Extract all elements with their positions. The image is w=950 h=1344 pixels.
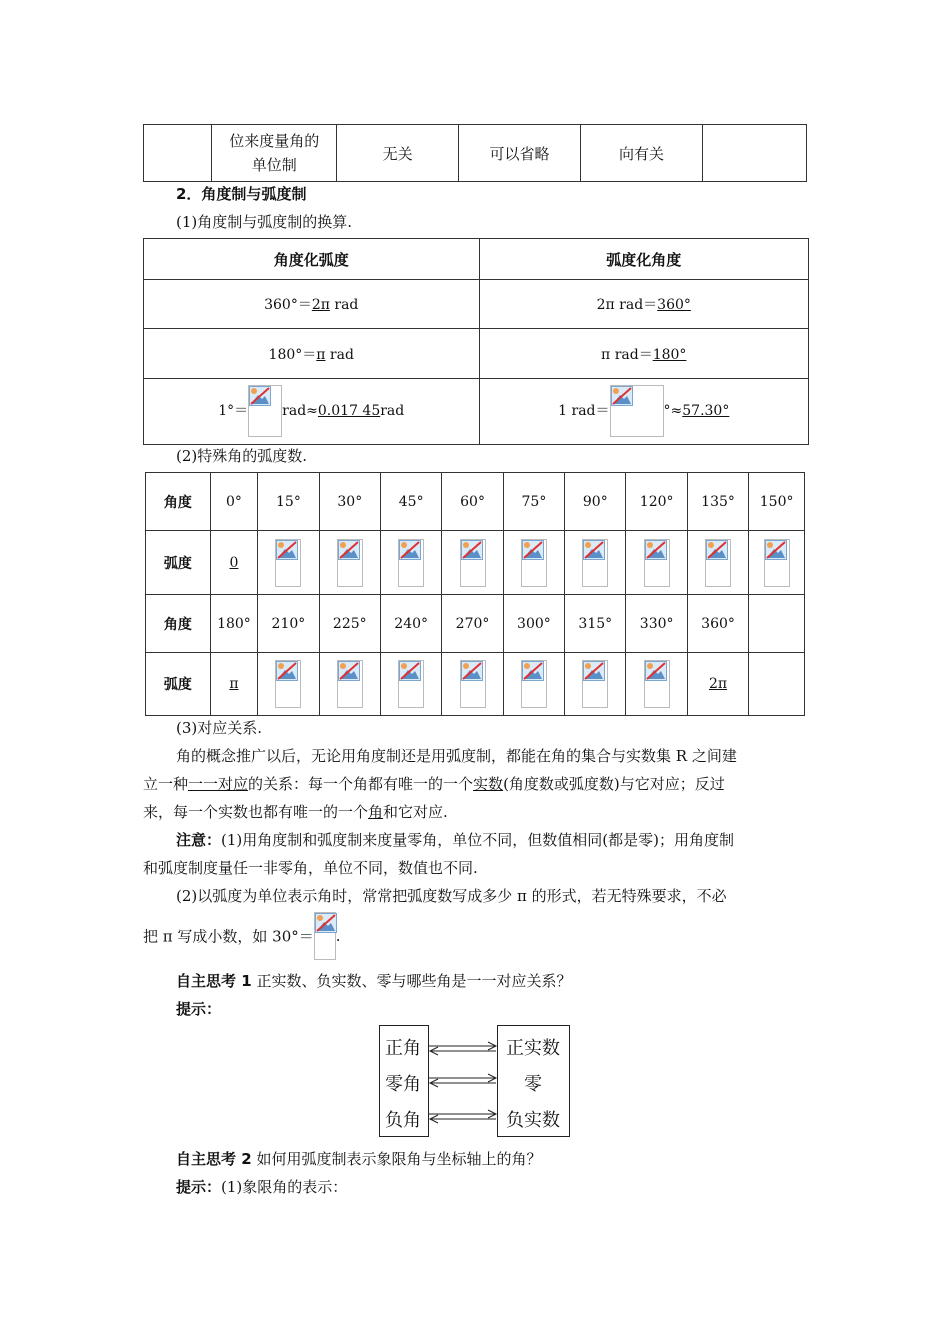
text: 如何用弧度制表示象限角与坐标轴上的角？ — [251, 1150, 542, 1168]
fraction-image-icon — [398, 539, 424, 587]
fraction-image-icon — [705, 539, 731, 587]
radian-cell — [258, 531, 319, 595]
degree-cell — [687, 595, 748, 653]
text: . — [335, 927, 341, 945]
degree-value: 315° — [578, 615, 613, 632]
fraction-image-icon — [610, 385, 664, 437]
conv-row1-left — [144, 280, 480, 329]
radian-cell — [749, 653, 805, 716]
degree-cell — [210, 473, 258, 531]
top-cell-1 — [212, 125, 337, 182]
conv-text: rad — [325, 346, 354, 363]
radian-cell — [380, 531, 441, 595]
degree-value: 60° — [460, 493, 485, 510]
conv-text: π rad＝ — [601, 346, 653, 363]
radian-cell — [565, 531, 626, 595]
text: (1)象限角的表示： — [221, 1178, 348, 1196]
diagram-left-1: 零角 — [385, 1074, 421, 1095]
top-cell-2: 无关 — [337, 125, 459, 182]
fraction-image-icon — [644, 660, 670, 708]
degree-cell — [565, 595, 626, 653]
radian-answer: π — [229, 676, 239, 692]
fraction-image-icon — [337, 660, 363, 708]
answer: 实数 — [473, 775, 504, 793]
top-cell-1-text: 位来度量角的单位制 — [229, 132, 320, 174]
degree-value: 210° — [271, 615, 306, 632]
conv-text: 1°＝ — [218, 403, 249, 420]
fraction-image-icon — [248, 385, 282, 437]
note-line4 — [143, 912, 341, 960]
diagram-right-2: 负实数 — [506, 1110, 560, 1131]
degree-value: 75° — [521, 493, 547, 510]
degree-value: 225° — [332, 615, 367, 632]
text: 来，每一个实数也都有唯一的一个 — [143, 803, 369, 821]
section2-sub1: (1)角度制与弧度制的换算. — [176, 213, 353, 231]
para1-line1: 角的概念推广以后，无论用角度制还是用弧度制，都能在角的集合与实数集 R 之间建 — [176, 747, 737, 765]
degree-value: 330° — [639, 615, 674, 632]
degree-value: 120° — [639, 493, 674, 510]
radian-cell — [687, 653, 748, 716]
diagram-left-box — [379, 1025, 429, 1137]
radian-cell — [626, 531, 687, 595]
radian-cell — [319, 531, 380, 595]
degree-value: 150° — [759, 493, 794, 510]
think1-hint: 提示： — [176, 1000, 222, 1018]
top-cell-5 — [702, 125, 806, 182]
radian-answer: 0 — [229, 554, 239, 571]
radian-cell — [210, 653, 258, 716]
row-label-radian — [146, 653, 211, 716]
degree-value: 30° — [337, 493, 363, 510]
diagram-left-0: 正角 — [385, 1038, 421, 1059]
degree-value: 180° — [217, 615, 251, 632]
diagram-arrows — [428, 1025, 498, 1137]
sub3: (3)对应关系. — [176, 719, 263, 737]
text: 和它对应. — [383, 803, 448, 821]
degree-cell — [258, 473, 319, 531]
row-label-degree — [146, 473, 211, 531]
radian-cell — [258, 653, 319, 716]
degree-cell — [319, 473, 380, 531]
conv-header-left: 角度化弧度 — [144, 239, 480, 280]
answer: 一一对应 — [188, 775, 249, 793]
degree-cell — [319, 595, 380, 653]
degree-cell — [380, 595, 441, 653]
radian-cell — [503, 531, 564, 595]
conv-answer: 57.30° — [682, 403, 730, 420]
text: 的关系：每一个角都有唯一的一个 — [248, 775, 474, 793]
para1-line2 — [143, 773, 725, 794]
conv-text: 360°＝ — [264, 297, 312, 314]
fraction-image-icon — [521, 660, 547, 708]
think2-hint — [176, 1176, 347, 1197]
text: 立一种 — [143, 775, 189, 793]
note-line1 — [176, 829, 734, 850]
row-label: 角度 — [163, 494, 192, 511]
fraction-image-icon — [460, 539, 486, 587]
degree-cell — [442, 595, 503, 653]
diagram-right-0: 正实数 — [506, 1038, 560, 1059]
fraction-image-icon — [337, 539, 363, 587]
conv-answer: 2π — [311, 297, 330, 314]
radian-cell — [503, 653, 564, 716]
degree-cell — [442, 473, 503, 531]
fraction-image-icon — [314, 912, 336, 960]
degree-value: 0° — [225, 493, 242, 510]
degree-value: 360° — [701, 615, 735, 632]
conv-text: 2π rad＝ — [596, 297, 658, 314]
degree-value: 45° — [398, 493, 424, 510]
degree-value: 240° — [394, 615, 429, 632]
conv-text: rad — [329, 297, 359, 314]
fraction-image-icon — [582, 660, 608, 708]
conv-answer: 180° — [652, 346, 687, 363]
special-angles-table — [145, 472, 805, 716]
text: (1)用角度制和弧度制来度量零角，单位不同，但数值相同(都是零)；用角度制 — [221, 831, 734, 849]
degree-value: 15° — [276, 493, 301, 510]
degree-cell — [749, 595, 805, 653]
note-line3: (2)以弧度为单位表示角时，常常把弧度数写成多少 π 的形式，若无特殊要求，不必 — [176, 887, 727, 905]
conv-header-right: 弧度化角度 — [479, 239, 809, 280]
degree-cell — [258, 595, 319, 653]
row-label: 角度 — [163, 616, 192, 633]
conv-answer: π — [316, 346, 326, 363]
degree-cell — [626, 473, 687, 531]
radian-cell — [565, 653, 626, 716]
fraction-image-icon — [398, 660, 424, 708]
conv-row3-left — [144, 378, 480, 444]
conv-row2-right — [479, 329, 809, 378]
degree-value: 135° — [701, 493, 735, 510]
text: 把 π 写成小数，如 30°＝ — [143, 927, 314, 946]
note-line2: 和弧度制度量任一非零角，单位不同，数值也不同. — [143, 859, 478, 877]
radian-cell — [687, 531, 748, 595]
think-label: 自主思考 2 — [176, 1150, 252, 1168]
answer: 角 — [368, 803, 384, 821]
note-label: 注意： — [176, 831, 222, 849]
section2-heading: 2．角度制与弧度制 — [176, 185, 307, 203]
top-table — [143, 124, 807, 182]
degree-cell — [749, 473, 805, 531]
sub2: (2)特殊角的弧度数. — [176, 447, 308, 465]
radian-answer: 2π — [708, 676, 728, 692]
degree-value: 270° — [455, 615, 490, 632]
top-cell-0 — [144, 125, 212, 182]
conv-text: rad — [380, 403, 405, 420]
radian-cell — [210, 531, 258, 595]
hint-label: 提示： — [176, 1178, 222, 1196]
fraction-image-icon — [275, 660, 301, 708]
degree-value: 90° — [582, 493, 608, 510]
conv-row2-left — [144, 329, 480, 378]
top-cell-3: 可以省略 — [459, 125, 581, 182]
radian-cell — [442, 653, 503, 716]
think1-line — [176, 970, 571, 991]
radian-cell — [626, 653, 687, 716]
conv-text: 1 rad＝ — [558, 403, 610, 420]
conv-row1-right — [479, 280, 809, 329]
conv-answer: 0.017 45 — [317, 403, 381, 420]
radian-cell — [380, 653, 441, 716]
fraction-image-icon — [764, 539, 790, 587]
diagram-left-2: 负角 — [385, 1110, 421, 1131]
degree-cell — [565, 473, 626, 531]
think-label: 自主思考 1 — [176, 972, 252, 990]
degree-cell — [687, 473, 748, 531]
row-label-degree — [146, 595, 211, 653]
fraction-image-icon — [275, 539, 301, 587]
radian-cell — [442, 531, 503, 595]
conv-text: rad≈ — [282, 403, 318, 420]
radian-cell — [319, 653, 380, 716]
fraction-image-icon — [582, 539, 608, 587]
degree-value: 300° — [517, 615, 551, 632]
conv-answer: 360° — [657, 297, 691, 314]
fraction-image-icon — [460, 660, 486, 708]
para1-line3 — [143, 801, 448, 822]
conversion-table — [143, 238, 809, 445]
think2-line — [176, 1148, 541, 1169]
degree-cell — [210, 595, 258, 653]
text: (角度数或弧度数)与它对应；反过 — [503, 775, 725, 793]
degree-cell — [380, 473, 441, 531]
degree-cell — [626, 595, 687, 653]
conv-text: °≈ — [663, 403, 683, 420]
row-label-radian — [146, 531, 211, 595]
text: 正实数、负实数、零与哪些角是一一对应关系？ — [251, 972, 572, 990]
row-label: 弧度 — [163, 677, 192, 693]
diagram-right-1: 零 — [524, 1074, 542, 1095]
conv-row3-right — [479, 378, 809, 444]
diagram-right-box — [497, 1025, 570, 1137]
fraction-image-icon — [521, 539, 547, 587]
degree-cell — [503, 473, 564, 531]
degree-cell — [503, 595, 564, 653]
top-cell-4: 向有关 — [581, 125, 703, 182]
fraction-image-icon — [644, 539, 670, 587]
row-label: 弧度 — [163, 555, 192, 572]
conv-text: 180°＝ — [268, 346, 317, 363]
radian-cell — [749, 531, 805, 595]
